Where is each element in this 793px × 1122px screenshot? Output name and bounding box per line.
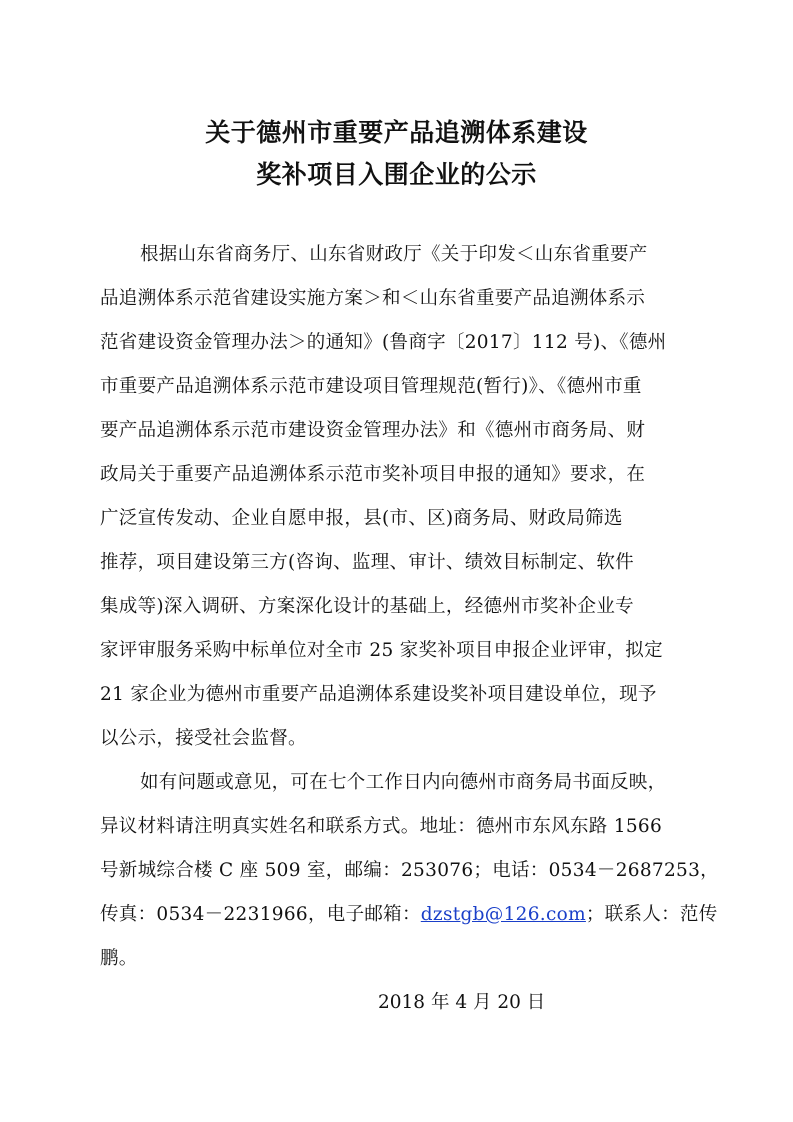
document-title-line-1: 关于德州市重要产品追溯体系建设 [205, 118, 588, 147]
paragraph-1-line: 家评审服务采购中标单位对全市 25 家奖补项目申报企业评审，拟定 [100, 640, 663, 661]
paragraph-2-line: 如有问题或意见，可在七个工作日内向德州市商务局书面反映， [140, 772, 667, 793]
paragraph-1-line: 21 家企业为德州市重要产品追溯体系建设奖补项目建设单位，现予 [100, 684, 657, 705]
paragraph-1-line: 市重要产品追溯体系示范市建设项目管理规范(暂行)》、《德州市重 [100, 376, 642, 397]
paragraph-2-line: 异议材料请注明真实姓名和联系方式。地址：德州市东风东路 1566 [100, 816, 663, 837]
document-title-line-2: 奖补项目入围企业的公示 [256, 160, 537, 189]
paragraph-1-line: 范省建设资金管理办法＞的通知》(鲁商字〔2017〕112 号)、《德州 [100, 332, 667, 353]
paragraph-2-line: 号新城综合楼 C 座 509 室，邮编：253076；电话：0534－2687253， [100, 860, 719, 881]
paragraph-2-line: 鹏。 [100, 948, 138, 969]
paragraph-1-line: 推荐，项目建设第三方(咨询、监理、审计、绩效目标制定、软件 [100, 552, 634, 573]
contact-person-label: ；联系人：范传 [585, 904, 718, 925]
paragraph-1-line: 要产品追溯体系示范市建设资金管理办法》和《德州市商务局、财 [100, 420, 646, 441]
paragraph-2-line-contact [100, 900, 718, 926]
paragraph-1-line: 广泛宣传发动、企业自愿申报，县(市、区)商务局、财政局筛选 [100, 508, 623, 529]
paragraph-1-line: 集成等)深入调研、方案深化设计的基础上，经德州市奖补企业专 [100, 596, 634, 617]
paragraph-1-line: 根据山东省商务厅、山东省财政厅《关于印发＜山东省重要产 [140, 244, 648, 265]
fax-and-email-label: 传真：0534－2231966，电子邮箱： [100, 904, 421, 925]
paragraph-1-line: 品追溯体系示范省建设实施方案＞和＜山东省重要产品追溯体系示 [100, 288, 646, 309]
document-date: 2018 年 4 月 20 日 [378, 992, 546, 1013]
paragraph-1-line: 政局关于重要产品追溯体系示范市奖补项目申报的通知》要求，在 [100, 464, 646, 485]
email-link[interactable]: dzstgb@126.com [420, 904, 586, 925]
paragraph-1-line: 以公示，接受社会监督。 [100, 728, 307, 749]
